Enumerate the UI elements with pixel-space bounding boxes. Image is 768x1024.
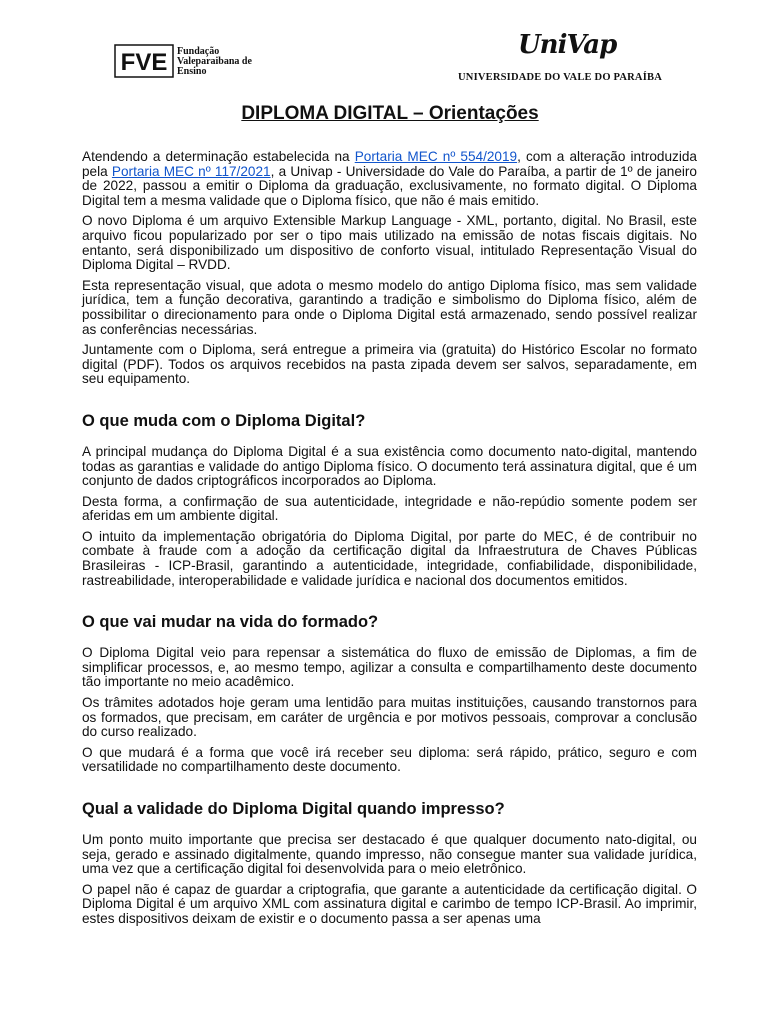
fve-logo-text: FVE [120,49,168,76]
document-title: DIPLOMA DIGITAL – Orientações [241,103,539,124]
section-heading-printed-validity: Qual a validade do Diploma Digital quando impresso? [82,800,505,818]
intro-text-c: , a Univap - Universidade do Vale do Paraíba, a partir de 1º de janeiro de 2022, passou a emitir o Diploma da graduação, exclusivamente, no formato digital. O Diploma Digital tem a mesma validade que o Diploma físico, que não é mais emitido. [82,163,697,208]
section3-paragraph-2: O papel não é capaz de guardar a criptografia, que garante a autenticidade da certificação digital. O Diploma Digital é um arquivo XML com assinatura digital e carimbo de tempo ICP-Brasil. Ao imprimir, estes dispositivos deixam de existir e o documento passa a ser apenas uma [82,881,697,926]
fve-line-3: Ensino [177,66,207,77]
portaria-117-link[interactable]: Portaria MEC nº 117/2021 [111,163,271,179]
univap-subtitle: UNIVERSIDADE DO VALE DO PARAÍBA [458,72,662,83]
intro-paragraph-4: Juntamente com o Diploma, será entregue a primeira via (gratuita) do Histórico Escolar no formato digital (PDF). Todos os arquivos recebidos na pasta zipada devem ser salvos, separadamente, em seu equipamento. [82,342,697,387]
fve-line-2: Valeparaibana de [177,56,252,67]
section2-paragraph-1: O Diploma Digital veio para repensar a sistemática do fluxo de emissão de Diplomas, a fim de simplificar processos, e, ao mesmo tempo, agilizar a consulta e compartilhamento deste documento tão importante no meio acadêmico. [82,645,697,690]
fve-name [177,47,252,77]
univap-logo: UniVap [518,30,617,60]
fve-line-1: Fundação [177,46,220,57]
section2-paragraph-3: O que mudará é a forma que você irá receber seu diploma: será rápido, prático, seguro e com versatilidade no compartilhamento deste documento. [82,744,697,775]
section3-paragraph-1: Um ponto muito importante que precisa ser destacado é que qualquer documento nato-digital, ou seja, gerado e assinado digitalmente, quando impresso, não consegue manter sua validade jurídica, uma vez que a certificação digital foi desenvolvida para o meio eletrônico. [82,832,697,877]
intro-text-b: , com a alteração introduzida pela [82,149,697,179]
section2-paragraph-2: Os trâmites adotados hoje geram uma lentidão para muitas instituições, causando transtornos para os formados, que precisam, em caráter de urgência e por motivos pessoais, comprovar a conclusão do curso realizado. [82,695,697,740]
section-heading-what-changes: O que muda com o Diploma Digital? [82,411,366,430]
document-body [82,150,697,933]
section1-paragraph-3: O intuito da implementação obrigatória do Diploma Digital, por parte do MEC, é de contribuir no combate à fraude com a adoção da certificação digital da Infraestrutura de Chaves Públicas Brasileiras - ICP-Brasil, garantindo a autenticidade, integridade, confiabilidade, disponibilidade, rastreabilidade, interoperabilidade e validade jurídica e nacional dos documentos emitidos. [82,528,697,588]
intro-paragraph-2: O novo Diploma é um arquivo Extensible Markup Language - XML, portanto, digital. No Brasil, este arquivo ficou popularizado por ser o tipo mais utilizado na emissão de notas fiscais digitais. No entanto, será disponibilizado um dispositivo de conforto visual, intitulado Representação Visual do Diploma Digital – RVDD. [82,213,697,273]
section1-paragraph-2: Desta forma, a confirmação de sua autenticidade, integridade e não-repúdio somente podem ser aferidas em um ambiente digital. [82,493,697,524]
portaria-554-link[interactable]: Portaria MEC nº 554/2019 [354,149,518,164]
section1-paragraph-1: A principal mudança do Diploma Digital é a sua existência como documento nato-digital, mantendo todas as garantias e validade do antigo Diploma físico. O documento terá assinatura digital, que é um conjunto de dados criptográficos incorporados ao Diploma. [82,443,697,489]
intro-paragraph-1 [82,150,697,208]
section-heading-graduate-life: O que vai mudar na vida do formado? [82,613,379,632]
fve-logo [114,44,174,78]
document-header [0,0,768,100]
intro-text-a: Atendendo a determinação estabelecida na [82,149,355,164]
intro-paragraph-3: Esta representação visual, que adota o mesmo modelo do antigo Diploma físico, mas sem validade jurídica, tem a função decorativa, garantindo a tradição e simbolismo do Diploma físico, além de possibilitar o direcionamento para onde o Diploma Digital está armazenado, sendo possível realizar as conferências necessárias. [82,277,697,337]
